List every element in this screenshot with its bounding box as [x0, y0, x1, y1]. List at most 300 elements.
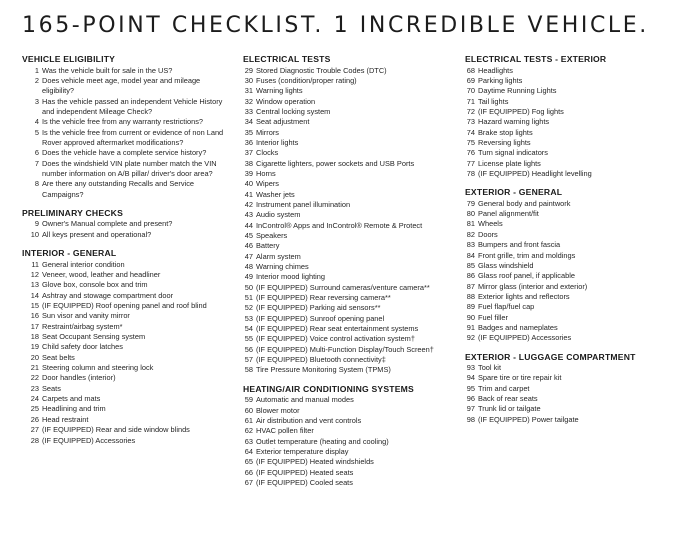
item-text: Headlining and trim — [42, 404, 106, 414]
item-text: (IF EQUIPPED) Headlight levelling — [478, 168, 592, 178]
item-text: Exterior lights and reflectors — [478, 291, 570, 301]
item-number: 62 — [244, 426, 253, 436]
checklist-item — [465, 363, 690, 373]
checklist-item — [22, 230, 232, 240]
item-number: 72 — [466, 106, 475, 116]
item-text: Seat belts — [42, 352, 75, 362]
item-number: 19 — [30, 342, 39, 352]
checklist-item — [22, 260, 232, 270]
item-number: 57 — [244, 355, 253, 365]
item-number: 67 — [244, 478, 253, 488]
item-number: 75 — [466, 137, 475, 147]
checklist-item — [465, 86, 690, 96]
item-text: All keys present and operational? — [42, 229, 152, 239]
item-number: 79 — [466, 198, 475, 208]
checklist-item — [22, 425, 232, 435]
item-number: 44 — [244, 220, 253, 230]
checklist-item — [243, 148, 458, 158]
checklist-section — [22, 54, 232, 200]
checklist-item — [22, 342, 232, 352]
checklist-section — [243, 54, 458, 376]
checklist-item — [465, 251, 690, 261]
item-number: 76 — [466, 148, 475, 158]
item-text: (IF EQUIPPED) Bluetooth connectivity‡ — [256, 355, 386, 365]
item-number: 92 — [466, 333, 475, 343]
checklist-item — [243, 210, 458, 220]
checklist-item — [243, 117, 458, 127]
item-number: 27 — [30, 425, 39, 435]
item-number: 59 — [244, 395, 253, 405]
item-text: Has the vehicle passed an independent Vehicle History and independent Mileage Check? — [42, 96, 223, 116]
item-text: (IF EQUIPPED) Voice control activation system† — [256, 334, 415, 344]
checklist-section — [22, 208, 232, 240]
item-number: 32 — [244, 96, 253, 106]
checklist-item — [465, 271, 690, 281]
checklist-item — [243, 86, 458, 96]
item-number: 66 — [244, 467, 253, 477]
checklist-item — [243, 272, 458, 282]
checklist-item — [243, 437, 458, 447]
checklist-item — [243, 76, 458, 86]
item-text: Trim and carpet — [478, 383, 530, 393]
checklist-item — [243, 262, 458, 272]
item-text: Washer jets — [256, 189, 295, 199]
checklist-item — [465, 76, 690, 86]
checklist-item — [243, 231, 458, 241]
item-text: Mirror glass (interior and exterior) — [478, 281, 588, 291]
item-text: Steering column and steering lock — [42, 363, 154, 373]
item-text: Audio system — [256, 210, 301, 220]
checklist-item — [465, 302, 690, 312]
item-number: 81 — [466, 219, 475, 229]
checklist-item — [22, 128, 232, 149]
item-text: Sun visor and vanity mirror — [42, 311, 130, 321]
item-number: 84 — [466, 250, 475, 260]
item-text: Glass roof panel, if applicable — [478, 271, 575, 281]
item-text: Doors — [478, 229, 498, 239]
item-text: Does vehicle meet age, model year and mileage eligibility? — [42, 75, 201, 96]
checklist-item — [22, 148, 232, 158]
item-number: 88 — [466, 291, 475, 301]
item-text: Warning lights — [256, 86, 303, 96]
item-number: 63 — [244, 436, 253, 446]
item-number: 48 — [244, 262, 253, 272]
item-number: 50 — [244, 282, 253, 292]
item-number: 87 — [466, 281, 475, 291]
item-number: 78 — [466, 168, 475, 178]
item-text: Reversing lights — [478, 137, 531, 147]
item-text: Window operation — [256, 96, 316, 106]
checklist-item — [22, 363, 232, 373]
item-text: Owner's Manual complete and present? — [42, 219, 173, 229]
item-text: Automatic and manual modes — [256, 395, 354, 405]
checklist-section — [243, 384, 458, 489]
item-number: 94 — [466, 373, 475, 383]
item-number: 3 — [34, 96, 39, 106]
checklist-item — [22, 219, 232, 229]
item-text: Daytime Running Lights — [478, 86, 557, 96]
item-number: 98 — [466, 414, 475, 424]
item-number: 36 — [244, 137, 253, 147]
item-number: 34 — [244, 117, 253, 127]
item-text: (IF EQUIPPED) Parking aid sensors** — [256, 303, 381, 313]
item-text: (IF EQUIPPED) Fog lights — [478, 106, 564, 116]
checklist-item — [243, 66, 458, 76]
checklist-item — [22, 291, 232, 301]
item-number: 73 — [466, 117, 475, 127]
item-text: Child safety door latches — [42, 342, 123, 352]
item-text: Tire Pressure Monitoring System (TPMS) — [256, 365, 391, 375]
checklist-item — [465, 323, 690, 333]
item-text: Battery — [256, 241, 280, 251]
section-heading: VEHICLE ELIGIBILITY — [22, 54, 116, 64]
item-number: 69 — [466, 75, 475, 85]
item-number: 42 — [244, 199, 253, 209]
item-text: Ashtray and stowage compartment door — [42, 290, 174, 300]
item-number: 7 — [34, 158, 39, 168]
section-heading: INTERIOR - GENERAL — [22, 248, 117, 259]
section-heading: EXTERIOR - LUGGAGE COMPARTMENT — [465, 351, 636, 362]
item-text: Blower motor — [256, 405, 300, 415]
checklist-item — [243, 365, 458, 375]
checklist-item — [465, 373, 690, 383]
item-number: 5 — [34, 127, 39, 137]
checklist-item — [243, 468, 458, 478]
item-number: 77 — [466, 158, 475, 168]
item-number: 43 — [244, 210, 253, 220]
item-text: Glass windshield — [478, 260, 534, 270]
item-number: 28 — [30, 435, 39, 445]
item-text: (IF EQUIPPED) Roof opening panel and roof blind — [42, 301, 207, 311]
item-number: 21 — [30, 363, 39, 373]
item-text: Clocks — [256, 148, 279, 158]
checklist-item — [243, 190, 458, 200]
item-text: Tail lights — [478, 96, 509, 106]
checklist-item — [465, 199, 690, 209]
item-number: 17 — [30, 321, 39, 331]
checklist-column-3 — [465, 54, 690, 433]
checklist-item — [243, 138, 458, 148]
item-number: 10 — [30, 229, 39, 239]
item-text: Instrument panel illumination — [256, 199, 351, 209]
item-number: 39 — [244, 168, 253, 178]
item-number: 12 — [30, 270, 39, 279]
checklist-item — [22, 394, 232, 404]
checklist-item — [243, 283, 458, 293]
item-text: Seats — [42, 383, 61, 393]
checklist-item — [243, 416, 458, 426]
checklist-item — [465, 128, 690, 138]
checklist-section — [22, 248, 232, 446]
item-text: Is the vehicle free from any warranty restrictions? — [42, 117, 204, 127]
item-number: 22 — [30, 373, 39, 383]
section-heading: EXTERIOR - GENERAL — [465, 187, 563, 198]
item-text: General interior condition — [42, 259, 125, 269]
item-text: General body and paintwork — [478, 198, 571, 208]
item-text: (IF EQUIPPED) Accessories — [42, 435, 136, 445]
item-number: 61 — [244, 416, 253, 425]
item-text: Was the vehicle built for sale in the US? — [42, 65, 173, 75]
item-number: 13 — [30, 280, 39, 290]
checklist-item — [465, 415, 690, 425]
checklist-item — [465, 148, 690, 158]
item-text: Trunk lid or tailgate — [478, 404, 541, 414]
checklist-item — [465, 138, 690, 148]
checklist-item — [22, 384, 232, 394]
item-number: 1 — [34, 65, 39, 75]
item-number: 47 — [244, 251, 253, 261]
item-number: 70 — [466, 86, 475, 96]
item-number: 90 — [466, 312, 475, 322]
item-number: 60 — [244, 405, 253, 415]
item-number: 49 — [244, 272, 253, 282]
section-heading: PRELIMINARY CHECKS — [22, 207, 124, 218]
item-text: Are there any outstanding Recalls and Service Campaigns? — [42, 179, 195, 199]
item-text: (IF EQUIPPED) Heated seats — [256, 467, 354, 477]
item-text: Restraint/airbag system* — [42, 321, 123, 331]
item-text: (IF EQUIPPED) Surround cameras/venture camera** — [256, 282, 430, 292]
item-text: Brake stop lights — [478, 127, 533, 137]
item-text: Is the vehicle free from current or evidence of non Land Rover approved aftermarket modifications? — [42, 127, 224, 147]
item-text: License plate lights — [478, 158, 541, 168]
checklist-item — [465, 282, 690, 292]
checklist-item — [22, 436, 232, 446]
checklist-column-1 — [22, 54, 232, 454]
item-number: 25 — [30, 404, 39, 414]
item-number: 65 — [244, 457, 253, 467]
checklist-item — [243, 457, 458, 467]
checklist-section — [465, 54, 690, 179]
item-text: Horns — [256, 168, 276, 178]
item-number: 96 — [466, 394, 475, 404]
checklist-item — [465, 384, 690, 394]
checklist-item — [243, 345, 458, 355]
item-text: Fuses (condition/proper rating) — [256, 75, 357, 85]
item-number: 58 — [244, 365, 253, 375]
item-number: 26 — [30, 414, 39, 424]
item-text: Interior mood lighting — [256, 272, 326, 282]
page-title: 165-POINT CHECKLIST. 1 INCREDIBLE VEHICLE. — [22, 13, 649, 38]
section-heading: ELECTRICAL TESTS — [243, 54, 331, 64]
checklist-item — [465, 169, 690, 179]
item-text: Stored Diagnostic Trouble Codes (DTC) — [256, 65, 387, 75]
item-text: Wipers — [256, 179, 279, 189]
checklist-item — [243, 395, 458, 405]
checklist-item — [22, 66, 232, 76]
item-text: Headlights — [478, 65, 513, 75]
checklist-item — [465, 159, 690, 169]
checklist-item — [22, 159, 232, 180]
checklist-item — [22, 404, 232, 414]
checklist-item — [243, 355, 458, 365]
item-text: Veneer, wood, leather and headliner — [42, 270, 161, 279]
item-number: 93 — [466, 363, 475, 373]
item-text: Tool kit — [478, 363, 502, 373]
checklist-item — [243, 334, 458, 344]
item-number: 95 — [466, 383, 475, 393]
item-text: Seat adjustment — [256, 117, 310, 127]
item-text: Glove box, console box and trim — [42, 280, 148, 290]
item-text: (IF EQUIPPED) Heated windshields — [256, 457, 374, 467]
item-text: Air distribution and vent controls — [256, 416, 362, 425]
checklist-item — [22, 415, 232, 425]
item-text: Mirrors — [256, 127, 279, 137]
checklist-item — [243, 107, 458, 117]
item-number: 52 — [244, 303, 253, 313]
checklist-item — [243, 478, 458, 488]
item-text: Seat Occupant Sensing system — [42, 332, 146, 342]
checklist-item — [243, 293, 458, 303]
checklist-item — [243, 314, 458, 324]
item-text: Outlet temperature (heating and cooling) — [256, 436, 389, 446]
checklist-item — [243, 169, 458, 179]
item-text: Does the windshield VIN plate number match the VIN number information on A/B pillar/ driver's door area? — [42, 158, 217, 178]
item-number: 45 — [244, 231, 253, 240]
item-number: 15 — [30, 301, 39, 311]
checklist-item — [465, 97, 690, 107]
checklist-item — [22, 270, 232, 280]
checklist-item — [243, 426, 458, 436]
item-text: Head restraint — [42, 414, 89, 424]
checklist-item — [22, 179, 232, 200]
item-text: Hazard warning lights — [478, 117, 550, 127]
item-number: 33 — [244, 106, 253, 116]
item-number: 9 — [34, 219, 39, 229]
checklist-item — [465, 313, 690, 323]
checklist-item — [243, 252, 458, 262]
item-number: 20 — [30, 352, 39, 362]
checklist-item — [243, 97, 458, 107]
item-number: 80 — [466, 209, 475, 219]
item-number: 8 — [34, 179, 39, 189]
item-text: Alarm system — [256, 251, 301, 261]
item-number: 40 — [244, 179, 253, 189]
checklist-item — [465, 404, 690, 414]
item-text: Turn signal indicators — [478, 148, 548, 158]
checklist-item — [22, 301, 232, 311]
item-number: 55 — [244, 334, 253, 344]
item-text: (IF EQUIPPED) Accessories — [478, 333, 572, 343]
checklist-item — [465, 292, 690, 302]
item-text: (IF EQUIPPED) Cooled seats — [256, 478, 353, 488]
item-number: 56 — [244, 344, 253, 354]
item-text: HVAC pollen filter — [256, 426, 314, 436]
item-number: 64 — [244, 447, 253, 457]
item-number: 2 — [34, 75, 39, 85]
item-text: Wheels — [478, 219, 503, 229]
checklist-item — [22, 280, 232, 290]
checklist-item — [243, 303, 458, 313]
item-number: 4 — [34, 117, 39, 127]
item-number: 74 — [466, 127, 475, 137]
item-number: 97 — [466, 404, 475, 414]
item-text: (IF EQUIPPED) Power tailgate — [478, 414, 579, 424]
item-text: Fuel flap/fuel cap — [478, 302, 535, 312]
item-number: 23 — [30, 383, 39, 393]
item-text: Door handles (interior) — [42, 373, 116, 383]
item-number: 51 — [244, 293, 253, 303]
checklist-item — [243, 406, 458, 416]
item-text: Does the vehicle have a complete service history? — [42, 148, 207, 158]
item-text: Interior lights — [256, 137, 299, 147]
item-number: 53 — [244, 313, 253, 323]
item-text: InControl® Apps and InControl® Remote & Protect — [256, 220, 423, 230]
checklist-item — [22, 332, 232, 342]
item-number: 46 — [244, 241, 253, 251]
item-text: Bumpers and front fascia — [478, 240, 561, 250]
item-text: Central locking system — [256, 106, 331, 116]
item-text: Badges and nameplates — [478, 322, 558, 332]
item-number: 41 — [244, 189, 253, 199]
item-text: Warning chimes — [256, 262, 309, 272]
item-number: 30 — [244, 75, 253, 85]
item-text: (IF EQUIPPED) Sunroof opening panel — [256, 313, 385, 323]
checklist-item — [22, 322, 232, 332]
checklist-item — [22, 373, 232, 383]
checklist-item — [22, 76, 232, 97]
checklist-item — [243, 179, 458, 189]
item-text: Carpets and mats — [42, 394, 101, 404]
item-number: 11 — [31, 259, 39, 269]
checklist-item — [243, 159, 458, 169]
item-number: 35 — [244, 127, 253, 137]
checklist-item — [243, 200, 458, 210]
item-number: 14 — [30, 290, 39, 300]
checklist-column-2 — [243, 54, 458, 496]
section-heading: ELECTRICAL TESTS - EXTERIOR — [465, 54, 607, 64]
item-text: (IF EQUIPPED) Rear seat entertainment systems — [256, 324, 419, 334]
item-number: 54 — [244, 324, 253, 334]
item-number: 18 — [30, 332, 39, 342]
checklist-item — [243, 221, 458, 231]
item-number: 83 — [466, 240, 475, 250]
item-number: 82 — [466, 229, 475, 239]
checklist-section — [465, 187, 690, 343]
checklist-item — [243, 241, 458, 251]
item-text: (IF EQUIPPED) Rear reversing camera** — [256, 293, 391, 303]
checklist-item — [465, 219, 690, 229]
item-text: Parking lights — [478, 75, 523, 85]
checklist-item — [465, 209, 690, 219]
checklist-item — [465, 66, 690, 76]
checklist-item — [465, 261, 690, 271]
item-text: Cigarette lighters, power sockets and USB Ports — [256, 158, 415, 168]
checklist-item — [22, 117, 232, 127]
section-heading: HEATING/AIR CONDITIONING SYSTEMS — [243, 383, 414, 394]
checklist-item — [22, 353, 232, 363]
checklist-item — [22, 97, 232, 118]
checklist-item — [22, 311, 232, 321]
item-number: 71 — [466, 96, 475, 106]
item-number: 16 — [30, 311, 39, 321]
item-text: Front grille, trim and moldings — [478, 250, 576, 260]
item-number: 38 — [244, 158, 253, 168]
checklist-item — [465, 333, 690, 343]
item-text: Panel alignment/fit — [478, 209, 539, 219]
item-text: Fuel filler — [478, 312, 508, 322]
checklist-item — [243, 128, 458, 138]
item-number: 85 — [466, 260, 475, 270]
checklist-item — [465, 240, 690, 250]
checklist-section — [465, 352, 690, 426]
checklist-item — [465, 394, 690, 404]
checklist-item — [243, 447, 458, 457]
item-number: 6 — [34, 148, 39, 158]
item-number: 24 — [30, 394, 39, 404]
item-text: Speakers — [256, 231, 288, 240]
item-number: 37 — [244, 148, 253, 158]
item-number: 89 — [466, 302, 475, 312]
